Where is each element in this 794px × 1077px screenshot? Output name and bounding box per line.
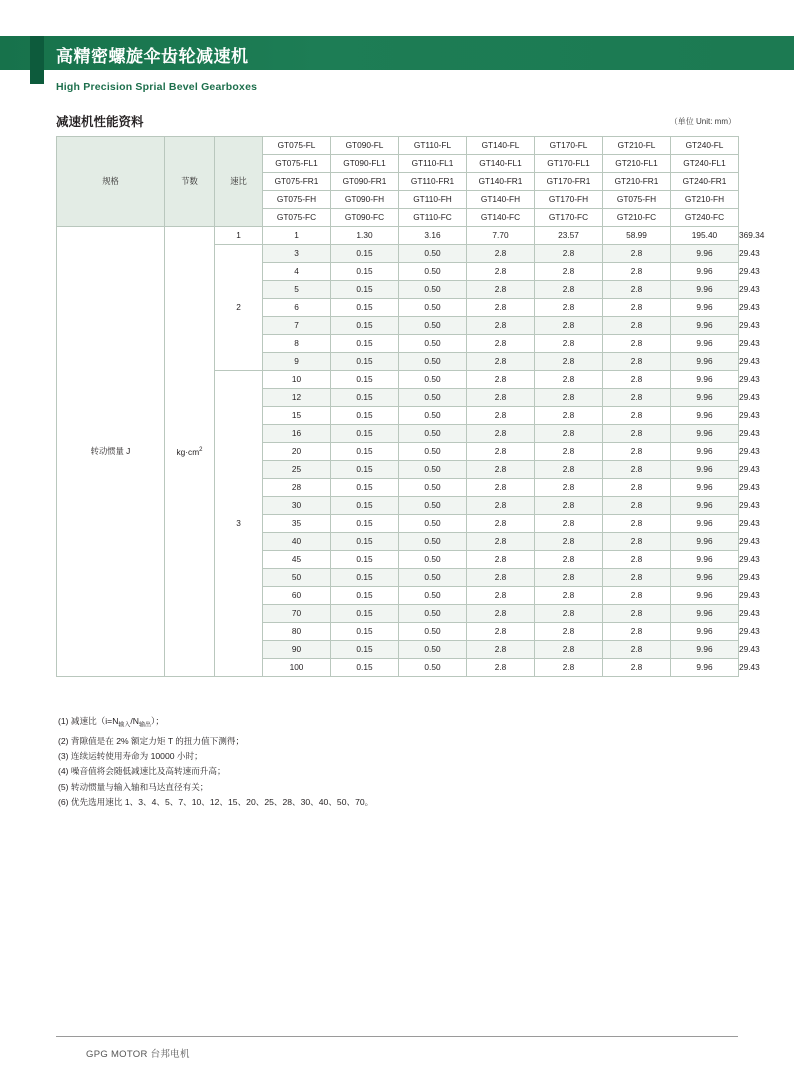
value-cell: 0.50 — [399, 263, 467, 281]
value-cell: 2.8 — [535, 371, 603, 389]
value-cell: 2.8 — [603, 587, 671, 605]
table-row: 35 0.15 0.50 2.8 2.8 2.8 9.96 29.43 — [57, 515, 739, 533]
header-model: GT110-FL — [399, 137, 467, 155]
value-cell: 0.15 — [331, 569, 399, 587]
header-model: GT090-FR1 — [331, 173, 399, 191]
value-cell: 0.50 — [399, 245, 467, 263]
value-cell: 0.50 — [399, 605, 467, 623]
value-cell: 0.15 — [331, 371, 399, 389]
value-cell: 0.15 — [331, 515, 399, 533]
value-cell: 0.50 — [399, 299, 467, 317]
value-cell: 0.50 — [399, 317, 467, 335]
header-model: GT170-FR1 — [535, 173, 603, 191]
value-cell: 58.99 — [603, 227, 671, 245]
value-cell: 2.8 — [535, 533, 603, 551]
value-cell: 2.8 — [535, 551, 603, 569]
header-model: GT210-FR1 — [603, 173, 671, 191]
value-cell: 0.15 — [331, 641, 399, 659]
ratio-cell: 3 — [263, 245, 331, 263]
header-model: GT240-FR1 — [671, 173, 739, 191]
value-cell: 0.15 — [331, 461, 399, 479]
value-cell: 2.8 — [603, 443, 671, 461]
table-row: 70 0.15 0.50 2.8 2.8 2.8 9.96 29.43 — [57, 605, 739, 623]
value-cell: 2.8 — [467, 245, 535, 263]
value-cell: 2.8 — [467, 497, 535, 515]
header-model: GT075-FH — [263, 191, 331, 209]
value-cell: 0.50 — [399, 461, 467, 479]
value-cell: 2.8 — [535, 587, 603, 605]
value-cell: 2.8 — [535, 461, 603, 479]
value-cell: 195.40 — [671, 227, 739, 245]
value-cell: 2.8 — [603, 461, 671, 479]
value-cell: 0.50 — [399, 389, 467, 407]
note-line: (2) 背隙值是在 2% 额定力矩 T 的扭力值下测得； — [58, 735, 245, 746]
value-cell: 2.8 — [603, 551, 671, 569]
value-cell: 2.8 — [535, 245, 603, 263]
value-cell: 2.8 — [603, 317, 671, 335]
ratio-cell: 1 — [263, 227, 331, 245]
value-cell: 9.96 — [671, 533, 739, 551]
header-model: GT170-FC — [535, 209, 603, 227]
ratio-cell: 20 — [263, 443, 331, 461]
value-cell: 0.15 — [331, 425, 399, 443]
value-cell: 2.8 — [535, 605, 603, 623]
ratio-cell: 70 — [263, 605, 331, 623]
table-row: 5 0.15 0.50 2.8 2.8 2.8 9.96 29.43 — [57, 281, 739, 299]
value-cell: 2.8 — [535, 353, 603, 371]
value-cell: 0.15 — [331, 281, 399, 299]
value-cell: 2.8 — [467, 569, 535, 587]
value-cell: 2.8 — [535, 281, 603, 299]
value-cell: 2.8 — [535, 317, 603, 335]
header-model: GT075-FR1 — [263, 173, 331, 191]
spec-table-wrap — [56, 136, 765, 677]
table-row: 2 3 0.15 0.50 2.8 2.8 2.8 9.96 29.43 — [57, 245, 739, 263]
value-cell: 2.8 — [535, 497, 603, 515]
value-cell: 2.8 — [603, 515, 671, 533]
header-model: GT110-FL1 — [399, 155, 467, 173]
value-cell: 9.96 — [671, 623, 739, 641]
header-model: GT110-FH — [399, 191, 467, 209]
table-row: 45 0.15 0.50 2.8 2.8 2.8 9.96 29.43 — [57, 551, 739, 569]
ratio-cell: 4 — [263, 263, 331, 281]
header-ratio: 速比 — [215, 137, 263, 227]
header-model: GT075-FL — [263, 137, 331, 155]
stage-cell: 1 — [215, 227, 263, 245]
note-line: (3) 连续运转使用寿命为 10000 小时； — [58, 751, 203, 762]
value-cell: 9.96 — [671, 317, 739, 335]
value-cell: 2.8 — [467, 389, 535, 407]
value-cell: 2.8 — [467, 515, 535, 533]
value-cell: 9.96 — [671, 587, 739, 605]
value-cell: 9.96 — [671, 497, 739, 515]
ratio-cell: 50 — [263, 569, 331, 587]
value-cell: 9.96 — [671, 335, 739, 353]
value-cell: 2.8 — [535, 479, 603, 497]
value-cell: 0.50 — [399, 497, 467, 515]
row-unit: $kg\cdot cm^2$ — [165, 227, 215, 677]
value-cell: 9.96 — [671, 461, 739, 479]
header-model: GT210-FH — [671, 191, 739, 209]
note-line: (4) 噪音值将会随低减速比及高转速而升高； — [58, 766, 226, 777]
value-cell: 2.8 — [603, 335, 671, 353]
header-model: GT240-FC — [671, 209, 739, 227]
value-cell: 2.8 — [535, 623, 603, 641]
value-cell: 2.8 — [467, 281, 535, 299]
value-cell: 2.8 — [603, 569, 671, 587]
value-cell: 0.15 — [331, 335, 399, 353]
value-cell: 2.8 — [603, 281, 671, 299]
table-row: 28 0.15 0.50 2.8 2.8 2.8 9.96 29.43 — [57, 479, 739, 497]
header-model: GT090-FL — [331, 137, 399, 155]
ratio-cell: 5 — [263, 281, 331, 299]
value-cell: 9.96 — [671, 479, 739, 497]
value-cell: 2.8 — [603, 479, 671, 497]
header-stage: 节数 — [165, 137, 215, 227]
value-cell: 3.16 — [399, 227, 467, 245]
value-cell: 2.8 — [535, 389, 603, 407]
value-cell: 2.8 — [467, 605, 535, 623]
value-cell: 2.8 — [603, 299, 671, 317]
value-cell: 0.15 — [331, 533, 399, 551]
ratio-cell: 28 — [263, 479, 331, 497]
value-cell: 9.96 — [671, 425, 739, 443]
header-model: GT170-FH — [535, 191, 603, 209]
value-cell: 9.96 — [671, 263, 739, 281]
value-cell: 2.8 — [467, 641, 535, 659]
ratio-cell: 35 — [263, 515, 331, 533]
value-cell: 0.15 — [331, 263, 399, 281]
value-cell: 2.8 — [603, 641, 671, 659]
ratio-cell: 100 — [263, 659, 331, 677]
value-cell: 9.96 — [671, 371, 739, 389]
value-cell: 2.8 — [603, 263, 671, 281]
value-cell: 0.15 — [331, 407, 399, 425]
value-cell: 0.15 — [331, 389, 399, 407]
header-model: GT210-FL1 — [603, 155, 671, 173]
section-title: 减速机性能资料 — [56, 115, 144, 129]
ratio-cell: 60 — [263, 587, 331, 605]
header-model: GT110-FR1 — [399, 173, 467, 191]
value-cell: 2.8 — [603, 659, 671, 677]
value-cell: 2.8 — [535, 659, 603, 677]
value-cell: 2.8 — [603, 371, 671, 389]
stage-cell: 3 — [215, 371, 263, 677]
value-cell: 9.96 — [671, 299, 739, 317]
header-model: GT210-FL — [603, 137, 671, 155]
value-cell: 0.15 — [331, 551, 399, 569]
value-cell: 9.96 — [671, 281, 739, 299]
value-cell: 0.50 — [399, 335, 467, 353]
value-cell: 2.8 — [467, 443, 535, 461]
header-model: GT170-FL — [535, 137, 603, 155]
spec-table — [56, 136, 765, 677]
header-model: GT110-FC — [399, 209, 467, 227]
value-cell: 0.50 — [399, 515, 467, 533]
value-cell: 2.8 — [467, 425, 535, 443]
header-model: GT075-FH — [603, 191, 671, 209]
value-cell: 2.8 — [467, 623, 535, 641]
value-cell: 9.96 — [671, 659, 739, 677]
value-cell: 0.15 — [331, 317, 399, 335]
value-cell: 9.96 — [671, 641, 739, 659]
value-cell: 0.50 — [399, 281, 467, 299]
table-row: 60 0.15 0.50 2.8 2.8 2.8 9.96 29.43 — [57, 587, 739, 605]
header-model: GT140-FR1 — [467, 173, 535, 191]
value-cell: 2.8 — [467, 317, 535, 335]
note-line: (6) 优先选用速比 1、3、4、5、7、10、12、15、20、25、28、30、40、50、70。 — [58, 796, 374, 807]
value-cell: 0.15 — [331, 623, 399, 641]
page-title-en: High Precision Sprial Bevel Gearboxes — [56, 81, 258, 93]
value-cell: 0.50 — [399, 353, 467, 371]
value-cell: 0.50 — [399, 371, 467, 389]
value-cell: 2.8 — [467, 335, 535, 353]
table-row: 4 0.15 0.50 2.8 2.8 2.8 9.96 29.43 — [57, 263, 739, 281]
value-cell: 9.96 — [671, 605, 739, 623]
value-cell: 0.15 — [331, 245, 399, 263]
ratio-cell: 45 — [263, 551, 331, 569]
value-cell: 2.8 — [467, 551, 535, 569]
value-cell: 2.8 — [535, 641, 603, 659]
value-cell: 2.8 — [535, 299, 603, 317]
header-model: GT240-FL1 — [671, 155, 739, 173]
value-cell: 9.96 — [671, 245, 739, 263]
header-model: GT140-FL — [467, 137, 535, 155]
value-cell: 7.70 — [467, 227, 535, 245]
ratio-cell: 7 — [263, 317, 331, 335]
value-cell: 2.8 — [535, 263, 603, 281]
value-cell: 0.50 — [399, 587, 467, 605]
footer-text: GPG MOTOR 台邦电机 — [86, 1049, 190, 1060]
note-line: (5) 转动惯量与输入轴和马达直径有关； — [58, 781, 209, 792]
header-model: GT090-FC — [331, 209, 399, 227]
table-row: 12 0.15 0.50 2.8 2.8 2.8 9.96 29.43 — [57, 389, 739, 407]
value-cell: 0.15 — [331, 497, 399, 515]
value-cell: 9.96 — [671, 569, 739, 587]
header-model: GT170-FL1 — [535, 155, 603, 173]
value-cell: 9.96 — [671, 389, 739, 407]
value-cell: 2.8 — [467, 299, 535, 317]
value-cell: 2.8 — [467, 371, 535, 389]
value-cell: 2.8 — [467, 479, 535, 497]
value-cell: 2.8 — [603, 425, 671, 443]
value-cell: 2.8 — [603, 497, 671, 515]
header-model: GT090-FL1 — [331, 155, 399, 173]
value-cell: 0.50 — [399, 425, 467, 443]
table-row: 20 0.15 0.50 2.8 2.8 2.8 9.96 29.43 — [57, 443, 739, 461]
header-model: GT140-FL1 — [467, 155, 535, 173]
value-cell: 2.8 — [603, 533, 671, 551]
value-cell: 2.8 — [535, 443, 603, 461]
unit-note: （单位 Unit: mm） — [669, 117, 736, 126]
ratio-cell: 12 — [263, 389, 331, 407]
page-title-cn: 高精密螺旋伞齿轮减速机 — [56, 47, 249, 66]
header-model: GT075-FC — [263, 209, 331, 227]
value-cell: 2.8 — [467, 587, 535, 605]
header-spec: 规格 — [57, 137, 165, 227]
table-row: 100 0.15 0.50 2.8 2.8 2.8 9.96 29.43 — [57, 659, 739, 677]
ratio-cell: 16 — [263, 425, 331, 443]
value-cell: 2.8 — [467, 263, 535, 281]
ratio-cell: 6 — [263, 299, 331, 317]
value-cell: 2.8 — [535, 335, 603, 353]
value-cell: 0.15 — [331, 587, 399, 605]
table-row: 80 0.15 0.50 2.8 2.8 2.8 9.96 29.43 — [57, 623, 739, 641]
table-header-row — [57, 137, 739, 155]
value-cell: 2.8 — [603, 605, 671, 623]
note-line: (1) 减速比$(i=N_{输入}/N_{输出})$； — [58, 716, 164, 729]
value-cell: 2.8 — [467, 353, 535, 371]
table-row: 40 0.15 0.50 2.8 2.8 2.8 9.96 29.43 — [57, 533, 739, 551]
value-cell: 9.96 — [671, 407, 739, 425]
value-cell: 2.8 — [603, 389, 671, 407]
value-cell: 2.8 — [603, 623, 671, 641]
table-row: 3 10 0.15 0.50 2.8 2.8 2.8 9.96 29.43 — [57, 371, 739, 389]
value-cell: 2.8 — [535, 515, 603, 533]
table-row: 8 0.15 0.50 2.8 2.8 2.8 9.96 29.43 — [57, 335, 739, 353]
value-cell: 1.30 — [331, 227, 399, 245]
value-cell: 0.15 — [331, 605, 399, 623]
value-cell: 9.96 — [671, 515, 739, 533]
table-row: 7 0.15 0.50 2.8 2.8 2.8 9.96 29.43 — [57, 317, 739, 335]
value-cell: 2.8 — [603, 407, 671, 425]
value-cell: 2.8 — [535, 569, 603, 587]
value-cell: 2.8 — [467, 407, 535, 425]
notes-block — [58, 714, 658, 810]
header-model: GT140-FH — [467, 191, 535, 209]
value-cell: 2.8 — [467, 533, 535, 551]
ratio-cell: 30 — [263, 497, 331, 515]
ratio-cell: 8 — [263, 335, 331, 353]
ratio-cell: 80 — [263, 623, 331, 641]
ratio-cell: 15 — [263, 407, 331, 425]
value-cell: 0.50 — [399, 569, 467, 587]
table-row: 转动惯量 J $kg\cdot cm^2$ 1 1 1.30 3.16 7.70 23.57 58.99 195.40 369.34 — [57, 227, 739, 245]
ratio-cell: 25 — [263, 461, 331, 479]
header-model: GT210-FC — [603, 209, 671, 227]
value-cell: 23.57 — [535, 227, 603, 245]
value-cell: 2.8 — [467, 461, 535, 479]
value-cell: 0.50 — [399, 623, 467, 641]
row-label-inertia: 转动惯量 J — [57, 227, 165, 677]
value-cell: 9.96 — [671, 353, 739, 371]
value-cell: 0.50 — [399, 551, 467, 569]
value-cell: 2.8 — [467, 659, 535, 677]
value-cell: 0.50 — [399, 479, 467, 497]
stage-cell: 2 — [215, 245, 263, 371]
value-cell: 0.15 — [331, 299, 399, 317]
value-cell: 9.96 — [671, 551, 739, 569]
value-cell: 2.8 — [603, 353, 671, 371]
table-row: 50 0.15 0.50 2.8 2.8 2.8 9.96 29.43 — [57, 569, 739, 587]
value-cell: 2.8 — [535, 425, 603, 443]
table-row: 9 0.15 0.50 2.8 2.8 2.8 9.96 29.43 — [57, 353, 739, 371]
table-row: 16 0.15 0.50 2.8 2.8 2.8 9.96 29.43 — [57, 425, 739, 443]
ratio-cell: 9 — [263, 353, 331, 371]
value-cell: 0.50 — [399, 407, 467, 425]
value-cell: 0.50 — [399, 659, 467, 677]
header-model: GT140-FC — [467, 209, 535, 227]
footer-divider — [56, 1036, 738, 1037]
header-model: GT075-FL1 — [263, 155, 331, 173]
value-cell: 0.15 — [331, 479, 399, 497]
header-model: GT090-FH — [331, 191, 399, 209]
header-model: GT240-FL — [671, 137, 739, 155]
table-row: 30 0.15 0.50 2.8 2.8 2.8 9.96 29.43 — [57, 497, 739, 515]
value-cell: 0.15 — [331, 353, 399, 371]
value-cell: 2.8 — [535, 407, 603, 425]
value-cell: 2.8 — [603, 245, 671, 263]
table-row: 90 0.15 0.50 2.8 2.8 2.8 9.96 29.43 — [57, 641, 739, 659]
header-accent-block — [30, 36, 44, 84]
table-row: 6 0.15 0.50 2.8 2.8 2.8 9.96 29.43 — [57, 299, 739, 317]
value-cell: 9.96 — [671, 443, 739, 461]
ratio-cell: 10 — [263, 371, 331, 389]
ratio-cell: 90 — [263, 641, 331, 659]
table-row: 15 0.15 0.50 2.8 2.8 2.8 9.96 29.43 — [57, 407, 739, 425]
value-cell: 0.50 — [399, 641, 467, 659]
value-cell: 0.15 — [331, 659, 399, 677]
value-cell: 0.50 — [399, 533, 467, 551]
value-cell: 0.50 — [399, 443, 467, 461]
table-row: 25 0.15 0.50 2.8 2.8 2.8 9.96 29.43 — [57, 461, 739, 479]
value-cell: 0.15 — [331, 443, 399, 461]
ratio-cell: 40 — [263, 533, 331, 551]
